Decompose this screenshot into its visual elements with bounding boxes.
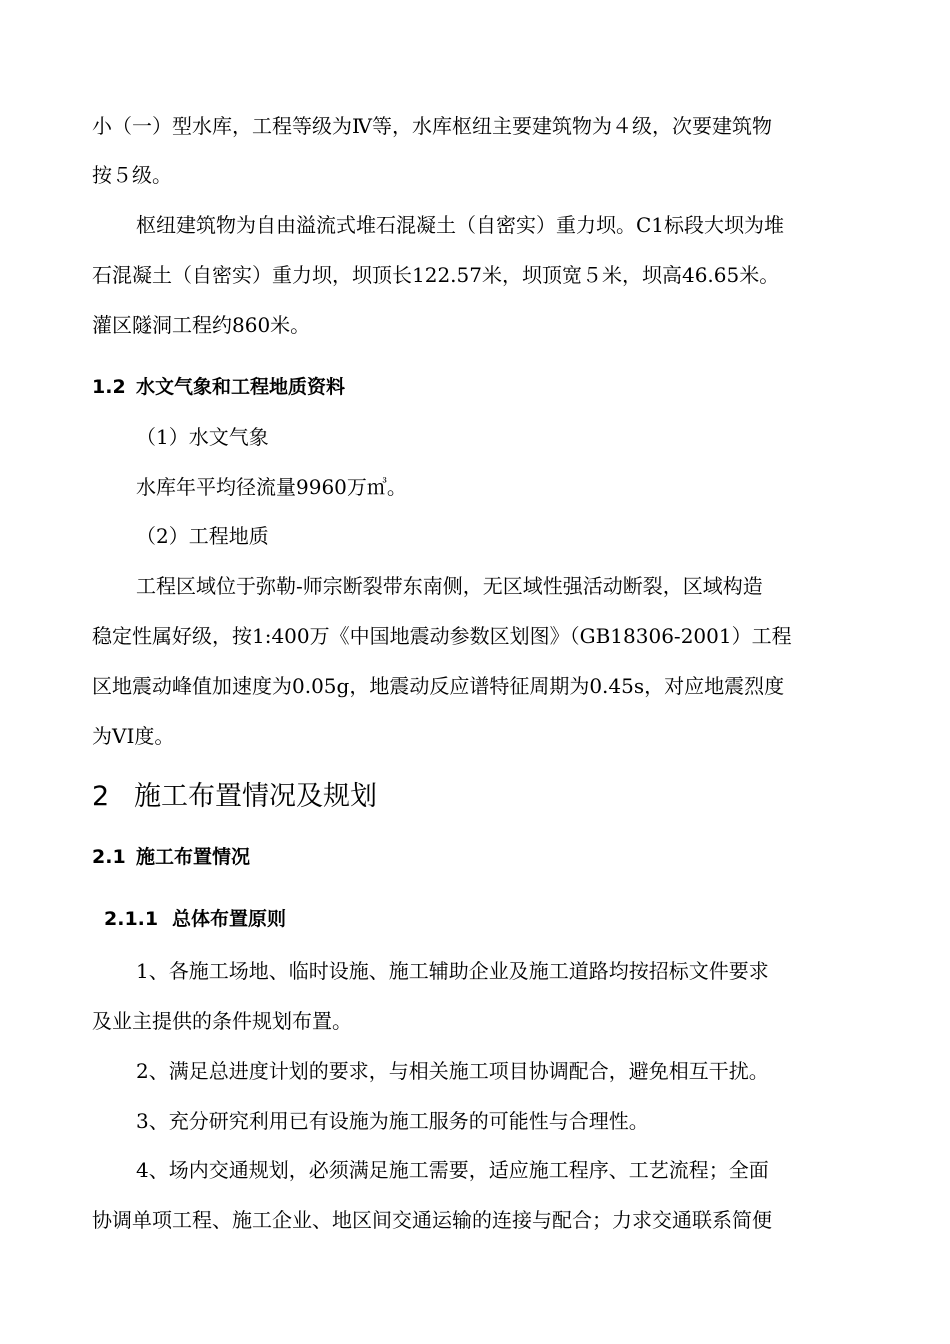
paragraph-line: 石混凝土（自密实）重力坝，坝顶长122.57米，坝顶宽５米，坝高46.65米。 (92, 263, 780, 287)
list-item-line: 协调单项工程、施工企业、地区间交通运输的连接与配合；力求交通联系简便 (92, 1208, 772, 1232)
paragraph-line: 枢纽建筑物为自由溢流式堆石混凝土（自密实）重力坝。C1标段大坝为堆 (136, 213, 785, 237)
paragraph-line: 工程区域位于弥勒-师宗断裂带东南侧，无区域性强活动断裂，区域构造 (136, 574, 763, 598)
chapter-title: 施工布置情况及规划 (134, 781, 377, 812)
section-heading-1-2 (92, 372, 345, 402)
list-item-line: 1、各施工场地、临时设施、施工辅助企业及施工道路均按招标文件要求 (136, 959, 769, 983)
paragraph-line: 水库年平均径流量9960万㎥。 (136, 475, 407, 499)
paragraph-line: 按５级。 (92, 163, 172, 187)
paragraph-line: 小（一）型水库，工程等级为Ⅳ等，水库枢纽主要建筑物为４级，次要建筑物 (92, 114, 772, 138)
paragraph-line: 灌区隧洞工程约860米。 (92, 313, 311, 337)
section-heading-2-1 (92, 842, 250, 872)
list-item-line: 3、充分研究利用已有设施为施工服务的可能性与合理性。 (136, 1109, 649, 1133)
section-number: 2.1 (92, 846, 126, 868)
chapter-heading-2 (92, 777, 377, 817)
subheading: （2）工程地质 (136, 524, 269, 548)
paragraph-line: 区地震动峰值加速度为0.05g，地震动反应谱特征周期为0.45s，对应地震烈度 (92, 674, 785, 698)
subsection-number: 2.1.1 (104, 908, 159, 930)
subsection-heading-2-1-1 (104, 904, 286, 934)
paragraph-line: 为VI度。 (92, 724, 175, 748)
section-title: 施工布置情况 (136, 846, 251, 868)
chapter-number: 2 (92, 781, 110, 812)
list-item-line: 2、满足总进度计划的要求，与相关施工项目协调配合，避免相互干扰。 (136, 1059, 769, 1083)
section-number: 1.2 (92, 376, 126, 398)
paragraph-line: 稳定性属好级，按1:400万《中国地震动参数区划图》（GB18306-2001）工程 (92, 624, 792, 648)
section-title: 水文气象和工程地质资料 (136, 376, 346, 398)
subsection-title: 总体布置原则 (172, 908, 287, 930)
list-item-line: 4、场内交通规划，必须满足施工需要，适应施工程序、工艺流程；全面 (136, 1158, 769, 1182)
subheading: （1）水文气象 (136, 425, 269, 449)
list-item-line: 及业主提供的条件规划布置。 (92, 1009, 352, 1033)
